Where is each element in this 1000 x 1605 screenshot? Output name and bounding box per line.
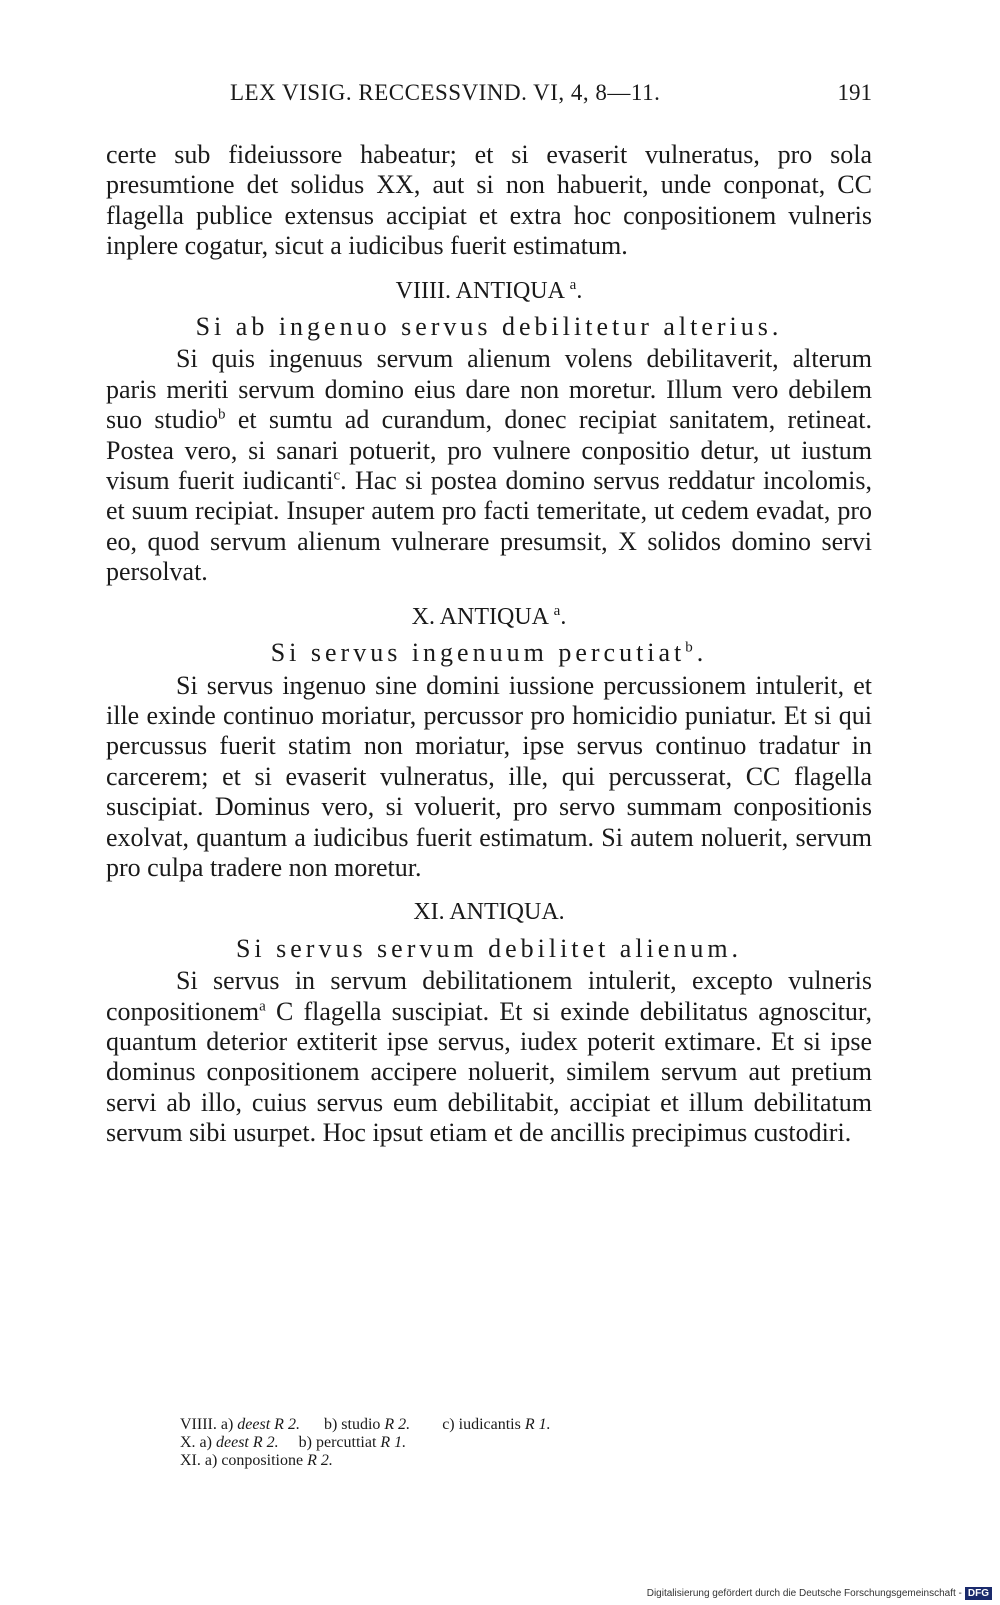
page-number: 191 — [837, 80, 872, 105]
section-title-9: Si ab ingenuo servus debilitetur alterius. — [195, 312, 783, 342]
footnote-line: XI. a) conpositione R 2. — [180, 1452, 333, 1469]
dfg-logo: DFG — [965, 1587, 992, 1600]
footer-credit: Digitalisierung gefördert durch die Deutsche Forschungsgemeinschaft - DFG — [647, 1588, 992, 1599]
running-head: LEX VISIG. RECCESSVIND. VI, 4, 8—11. — [230, 80, 661, 105]
continuation-paragraph: certe sub fideiussore habeatur; et si evaserit vulneratus, pro sola presumtione det solidus XX, aut si non habuerit, unde conponat, CC flagella publice extensus accipiat et extra hoc conpositionem vulneris inplere cogatur, sicut a iudicibus fuerit estimatum. — [106, 140, 872, 261]
footnotes — [180, 1416, 551, 1470]
section-text-11: Si servus in servum debilitationem intulerit, excepto vulneris conpositionem$^a$ C flagella suscipiat. Et si exinde debilitatus agnoscitur, quantum deterior extiterit ipse servus, iudex poterit extimare. Et si ipse dominus conpositionem accipere noluerit, similem servum aut pretium servi ab illo, cuius servus eum debilitabit, accipiat et illum debilitatum servum sibi usurpet. Hoc ipsut etiam et de ancillis precipimus custodiri. — [106, 966, 872, 1148]
section-heading-9: VIIII. ANTIQUA $^a$. — [395, 276, 583, 304]
footnote-line: X. a) deest R 2. b) percuttiat R 1. — [180, 1434, 407, 1451]
footnote-line: VIIII. a) deest R 2. b) studio R 2. c) iudicantis R 1. — [180, 1416, 551, 1433]
section-title-10: Si servus ingenuum percutiat$^b$. — [270, 638, 708, 668]
section-text-9: Si quis ingenuus servum alienum volens debilitaverit, alterum paris meriti servum domino eius dare non moretur. Illum vero debilem suo studio$^b$ et sumtu ad curandum, donec recipiat sanitatem, retineat. Postea vero, si sanari potuerit, pro vulnere conpositio detur, ut iustum visum fuerit iudicanti$^c$. Hac si postea domino servus reddatur incolomis, et suum recipiat. Insuper autem pro facti temeritate, ut cedem evadat, pro eo, quod servum alienum vulnerare presumsit, X solidos domino servi persolvat. — [106, 344, 872, 587]
section-heading-10: X. ANTIQUA $^a$. — [411, 602, 567, 630]
section-text-10: Si servus ingenuo sine domini iussione percussionem intulerit, et ille exinde continuo moriatur, percussor pro homicidio puniatur. Et si qui percussus fuerit statim non moriatur, ipse servus continuo tradatur in carcerem; et si evaserit vulneratus, ille, qui percusserat, CC flagella suscipiat. Dominus vero, si voluerit, pro servo summam conpositionis exolvat, quantum a iudicibus fuerit estimatum. Si autem noluerit, servum pro culpa tradere non moretur. — [106, 670, 872, 882]
main-text — [106, 140, 872, 1149]
section-heading-11: XI. ANTIQUA. — [413, 899, 565, 926]
section-title-11: Si servus servum debilitet alienum. — [235, 933, 743, 963]
